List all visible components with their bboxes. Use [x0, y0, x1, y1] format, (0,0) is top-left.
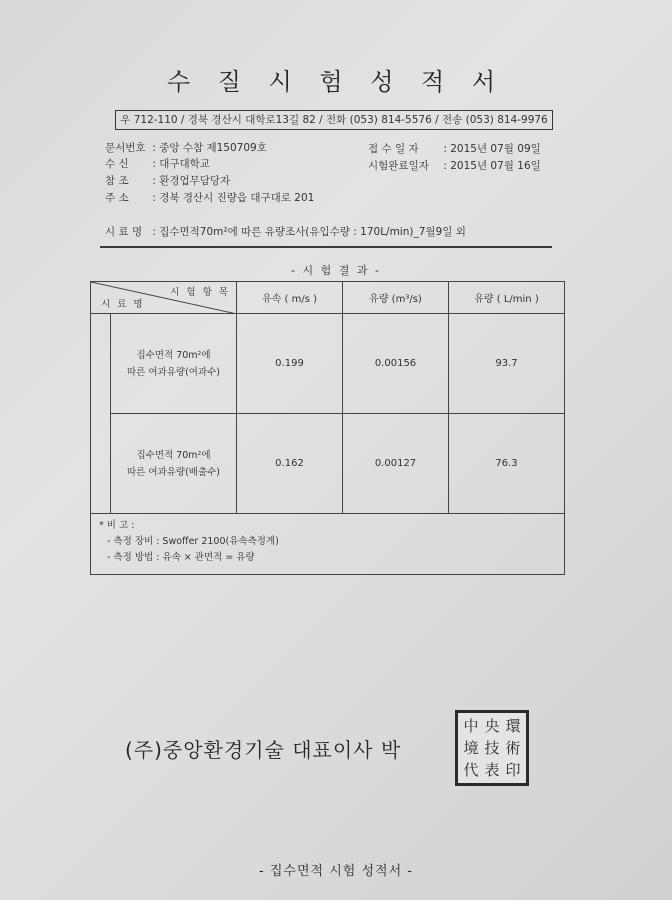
- reference-row: [105, 173, 230, 188]
- company-seal-stamp: 中 央 環 境 技 術 代 表 印: [455, 710, 529, 786]
- column-header: 유량 (m³/s): [343, 282, 449, 314]
- received-date-label: 접 수 일 자: [368, 143, 419, 155]
- reference-value: : 환경업무담당자: [152, 175, 231, 187]
- flow-m3s-cell: 0.00127: [343, 414, 449, 514]
- header-diagonal-cell: [91, 282, 237, 314]
- column-header: 유량 ( L/min ): [449, 282, 565, 314]
- column-header: 유속 ( m/s ): [237, 282, 343, 314]
- sample-line: 따른 여과유량(배출수): [126, 466, 221, 478]
- flow-lmin-cell: 76.3: [449, 414, 565, 514]
- completed-date-row: [368, 158, 541, 173]
- results-table: [90, 281, 565, 575]
- header-test-items: 시 험 항 목: [170, 287, 230, 298]
- address-value: : 경북 경산시 진량읍 대구대로 201: [152, 192, 315, 204]
- receiver-label: 수 신: [105, 158, 129, 170]
- sample-value: : 집수면적70m²에 따른 유량조사(유입수량 : 170L/min)_7월9일 외: [152, 226, 466, 238]
- sample-row: [105, 224, 466, 239]
- address-row: [105, 190, 314, 205]
- received-date-row: [368, 141, 541, 156]
- receiver-row: [105, 156, 210, 171]
- address-label: 주 소: [105, 192, 129, 204]
- sample-line: 따른 여과유량(여과수): [126, 366, 221, 378]
- notes-label: * 비 고 :: [99, 520, 135, 531]
- company-signature-line: (주)중앙환경기술 대표이사 박: [125, 738, 402, 762]
- sample-line: 집수면적 70m²에: [136, 349, 211, 361]
- doc-number-value: : 중앙 수참 제150709호: [152, 142, 267, 154]
- notes-cell: [91, 514, 565, 575]
- left-margin-cell: [91, 314, 111, 514]
- sample-line: 집수면적 70m²에: [136, 449, 211, 461]
- sample-cell: [111, 314, 237, 414]
- sample-label: 시 료 명: [105, 226, 143, 238]
- table-header-row: [91, 282, 565, 314]
- table-row: [91, 414, 565, 514]
- completed-date-label: 시험완료일자: [368, 160, 429, 172]
- flow-m3s-cell: 0.00156: [343, 314, 449, 414]
- doc-number-label: 문서번호: [105, 142, 146, 154]
- velocity-cell: 0.162: [237, 414, 343, 514]
- receiver-value: : 대구대학교: [152, 158, 210, 170]
- notes-row: [91, 514, 565, 575]
- sample-cell: [111, 414, 237, 514]
- flow-lmin-cell: 93.7: [449, 314, 565, 414]
- table-row: [91, 314, 565, 414]
- document-title: 수 질 시 험 성 적 서: [166, 68, 506, 96]
- results-heading: - 시 험 결 과 -: [291, 264, 381, 277]
- note-item: - 측정 방법 : 유속 × 관면적 = 유량: [107, 552, 255, 563]
- footer-caption: - 집수면적 시험 성적서 -: [259, 864, 413, 879]
- address-line: 우 712-110 / 경북 경산시 대학로13길 82 / 전화 (053) 814-5576 / 전송 (053) 814-9976: [115, 110, 553, 130]
- note-item: - 측정 장비 : Swoffer 2100(유속측정계): [107, 536, 279, 547]
- velocity-cell: 0.199: [237, 314, 343, 414]
- doc-number-row: [105, 140, 267, 155]
- header-sample: 시 료 명: [101, 299, 145, 310]
- received-date-value: : 2015년 07월 09일: [443, 143, 541, 155]
- reference-label: 참 조: [105, 175, 129, 187]
- completed-date-value: : 2015년 07월 16일: [443, 160, 541, 172]
- divider-line: [100, 246, 552, 248]
